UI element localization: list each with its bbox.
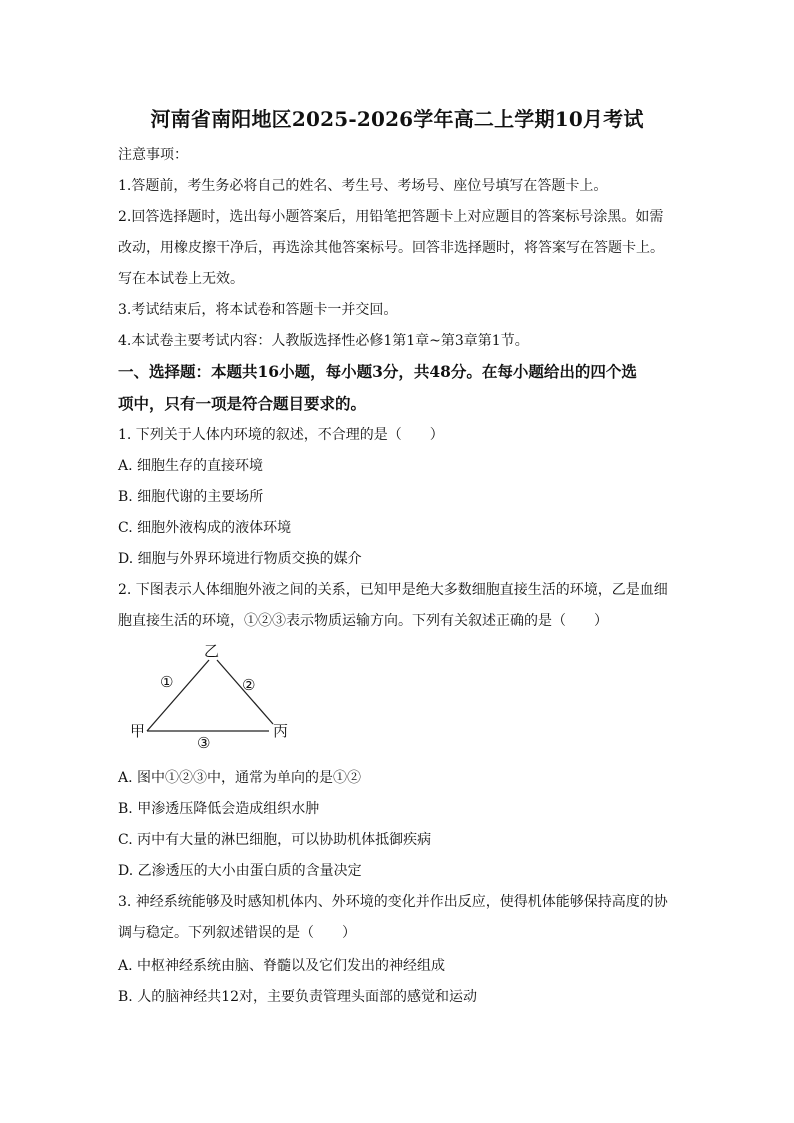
fluid-relationship-diagram bbox=[125, 640, 295, 755]
question-1-stem: 1. 下列关于人体内环境的叙述，不合理的是（ ） bbox=[118, 427, 444, 443]
notice-heading: 注意事项： bbox=[118, 147, 188, 163]
section-heading-cont: 项中，只有一项是符合题目要求的。 bbox=[118, 394, 367, 413]
q1-option-b: B. 细胞代谢的主要场所 bbox=[118, 489, 264, 505]
edge-label-3: ③ bbox=[197, 734, 211, 752]
question-3-stem: 3. 神经系统能够及时感知机体内、外环境的变化并作出反应，使得机体能够保持高度的协 bbox=[118, 894, 668, 910]
q2-option-d: D. 乙渗透压的大小由蛋白质的含量决定 bbox=[118, 863, 362, 879]
notice-item: 4.本试卷主要考试内容：人教版选择性必修1第1章~第3章第1节。 bbox=[118, 333, 529, 349]
q1-option-a: A. 细胞生存的直接环境 bbox=[118, 458, 264, 474]
section-heading: 一、选择题：本题共16小题，每小题3分，共48分。在每小题给出的四个选 bbox=[118, 362, 637, 381]
notice-item: 写在本试卷上无效。 bbox=[118, 271, 244, 287]
q2-option-a: A. 图中①②③中，通常为单向的是①② bbox=[118, 770, 362, 786]
question-2-stem: 2. 下图表示人体细胞外液之间的关系，已知甲是绝大多数细胞直接生活的环境，乙是血细 bbox=[118, 582, 668, 598]
q1-option-d: D. 细胞与外界环境进行物质交换的媒介 bbox=[118, 551, 362, 567]
exam-title: 河南省南阳地区2025-2026学年高二上学期10月考试 bbox=[150, 107, 644, 131]
notice-item: 改动，用橡皮擦干净后，再选涂其他答案标号。回答非选择题时，将答案写在答题卡上。 bbox=[118, 240, 664, 256]
notice-item: 2.回答选择题时，选出每小题答案后，用铅笔把答题卡上对应题目的答案标号涂黑。如需 bbox=[118, 209, 664, 225]
q3-option-a: A. 中枢神经系统由脑、脊髓以及它们发出的神经组成 bbox=[118, 958, 446, 974]
q2-option-b: B. 甲渗透压降低会造成组织水肿 bbox=[118, 801, 320, 817]
notice-item: 1.答题前，考生务必将自己的姓名、考生号、考场号、座位号填写在答题卡上。 bbox=[118, 178, 608, 194]
question-3-stem-cont: 调与稳定。下列叙述错误的是（ ） bbox=[118, 925, 356, 941]
node-left-label: 甲 bbox=[130, 722, 146, 740]
q2-option-c: C. 丙中有大量的淋巴细胞，可以协助机体抵御疾病 bbox=[118, 832, 432, 848]
notice-item: 3.考试结束后，将本试卷和答题卡一并交回。 bbox=[118, 302, 398, 318]
edge-left-to-top bbox=[147, 660, 209, 731]
node-right-label: 丙 bbox=[273, 722, 289, 740]
edge-label-1: ① bbox=[160, 673, 174, 691]
q1-option-c: C. 细胞外液构成的液体环境 bbox=[118, 520, 292, 536]
node-top-label: 乙 bbox=[204, 642, 220, 660]
edge-label-2: ② bbox=[242, 676, 256, 694]
question-2-stem-cont: 胞直接生活的环境，①②③表示物质运输方向。下列有关叙述正确的是（ ） bbox=[118, 613, 608, 629]
q3-option-b: B. 人的脑神经共12对，主要负责管理头面部的感觉和运动 bbox=[118, 989, 478, 1005]
